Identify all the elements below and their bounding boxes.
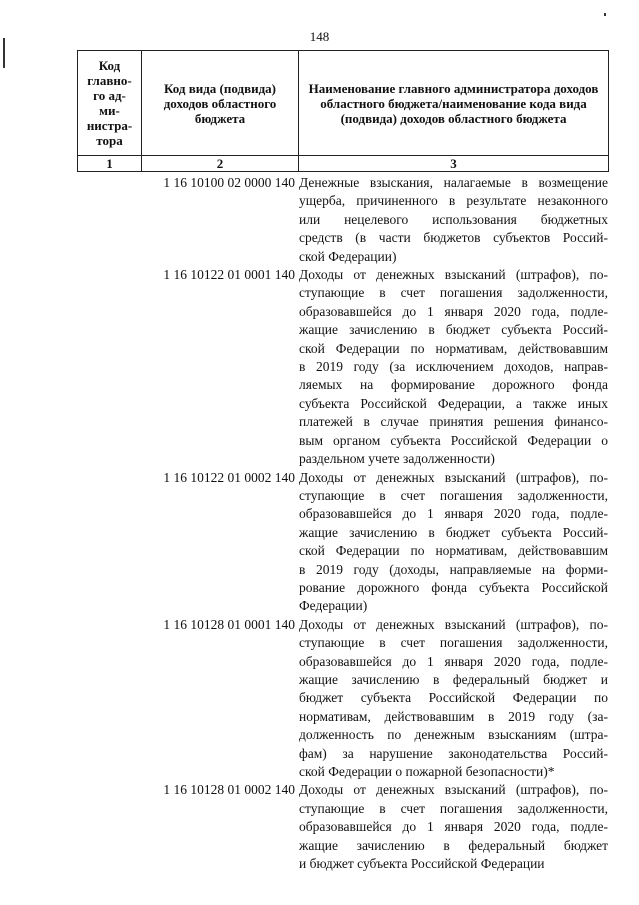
- income-row: [77, 616, 608, 782]
- header-table: [77, 50, 609, 172]
- income-row: [77, 174, 608, 266]
- description-line: образовавшейся до 1 января 2020 года, подле-: [299, 506, 608, 522]
- description-line: бюджет субъекта Российской Федерации по: [299, 690, 608, 706]
- description-line: раздельном учете задолженности): [299, 451, 495, 467]
- description-line: ступающие в счет погашения задолженности,: [299, 635, 608, 651]
- column-number-3: 3: [299, 156, 609, 172]
- income-row: [77, 469, 608, 616]
- description-line: нормативам, действовавшим в 2019 году (за-: [299, 708, 608, 724]
- description-line: образовавшейся до 1 января 2020 года, подле-: [299, 819, 608, 835]
- income-code: 1 16 10100 02 0000 140: [163, 175, 295, 190]
- income-row: [77, 266, 608, 468]
- description-line: жащие зачислению в бюджет субъекта Россий-: [299, 322, 608, 338]
- income-code: 1 16 10122 01 0002 140: [163, 469, 295, 485]
- description-line: вым органом субъекта Российской Федерации о: [299, 432, 608, 448]
- description-line: ступающие в счет погашения задолженности,: [299, 285, 608, 301]
- description-line: образовавшейся до 1 января 2020 года, подле-: [299, 303, 608, 319]
- description-line: субъекта Российской Федерации, а также иных: [299, 395, 608, 411]
- description-line: средств (в части бюджетов субъектов Россий-: [299, 230, 608, 246]
- description-line: жащие зачислению в федеральный бюджет: [299, 837, 608, 853]
- scan-mark: [3, 38, 5, 68]
- column-number-1: 1: [78, 156, 142, 172]
- description-line: жащие зачислению в федеральный бюджет и: [299, 671, 608, 687]
- description-line: или нецелевого использования бюджетных: [299, 211, 608, 227]
- description-line: и бюджет субъекта Российской Федерации: [299, 856, 545, 872]
- description-line: Федерации): [299, 598, 368, 614]
- description-line: Денежные взыскания, налагаемые в возмещение: [299, 175, 608, 190]
- income-code: 1 16 10122 01 0001 140: [163, 267, 295, 283]
- description-line: ущерба, причиненного в результате незаконного: [299, 193, 608, 209]
- description-line: фам) за нарушение законодательства Россий-: [299, 745, 608, 761]
- description-line: Доходы от денежных взысканий (штрафов), по-: [299, 267, 608, 283]
- header-row: [78, 51, 609, 156]
- description-line: в 2019 году (за исключением доходов, направ-: [299, 359, 608, 375]
- description-line: ской Федерации о пожарной безопасности)*: [299, 764, 555, 779]
- description-line: ской Федерации): [299, 248, 397, 264]
- description-line: платежей в случае принятия решения финансо-: [299, 414, 608, 430]
- description-line: ступающие в счет погашения задолженности,: [299, 800, 608, 816]
- description-line: жащие зачислению в бюджет субъекта Россий-: [299, 524, 608, 540]
- income-description: [298, 266, 608, 468]
- header-income-code: Код вида (подвида) доходов областного бюджета: [142, 51, 299, 156]
- income-description: [298, 616, 608, 782]
- description-line: ляемых на формирование дорожного фонда: [299, 377, 608, 393]
- description-line: Доходы от денежных взысканий (штрафов), по-: [299, 782, 608, 798]
- description-line: ской Федерации по нормативам, действовавшим: [299, 543, 608, 559]
- description-line: образовавшейся до 1 января 2020 года, подле-: [299, 653, 608, 669]
- description-line: рование дорожного фонда субъекта Российской: [299, 579, 608, 595]
- column-number-row: [78, 156, 609, 172]
- description-line: долженность по денежным взысканиям (штра-: [299, 727, 608, 743]
- income-rows: [77, 174, 608, 873]
- income-code: 1 16 10128 01 0001 140: [163, 616, 295, 632]
- column-number-2: 2: [142, 156, 299, 172]
- description-line: в 2019 году (доходы, направляемые на форми-: [299, 561, 608, 577]
- header-admin-code: Код главного администратора: [78, 51, 142, 156]
- description-line: Доходы от денежных взысканий (штрафов), по-: [299, 469, 608, 485]
- page-number: 148: [309, 29, 330, 44]
- income-description: [298, 174, 608, 266]
- description-line: ской Федерации по нормативам, действовавшим: [299, 340, 608, 356]
- scan-mark: [604, 13, 606, 16]
- description-line: ступающие в счет погашения задолженности,: [299, 487, 608, 503]
- income-description: [298, 781, 608, 873]
- description-line: Доходы от денежных взысканий (штрафов), по-: [299, 616, 608, 632]
- income-code: 1 16 10128 01 0002 140: [163, 782, 295, 798]
- header-name: Наименование главного администратора доходов областного бюджета/наименование кода вида (подвида) доходов областного бюджета: [299, 51, 609, 156]
- income-row: [77, 781, 608, 873]
- income-description: [298, 469, 608, 616]
